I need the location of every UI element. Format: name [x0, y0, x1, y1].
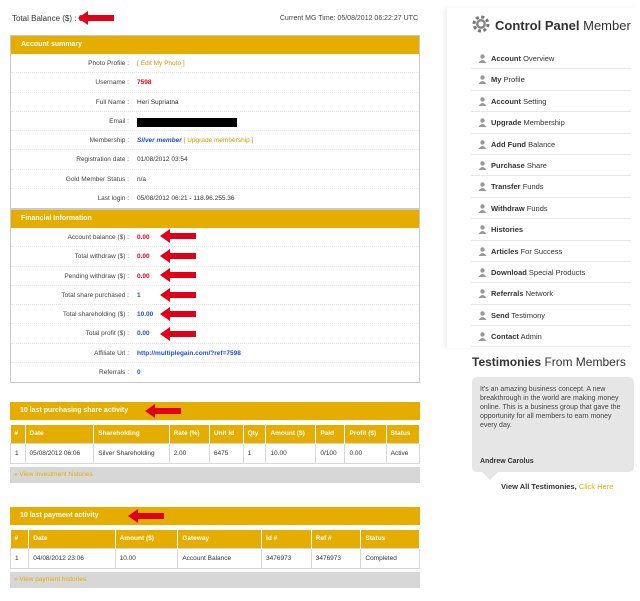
financial-panel — [10, 209, 420, 383]
view-all-testimonies: View All Testimonies, Click Here — [501, 482, 614, 491]
menu-download[interactable]: Download Special Products — [471, 262, 631, 283]
menu-account-setting[interactable]: Account Setting — [471, 91, 631, 112]
financial-title: Financial Information — [11, 210, 419, 228]
affiliate-url-link[interactable]: http://multiplegain.com/?ref=7598 — [137, 349, 241, 357]
row-affiliate-url: Affiliate Url : http://multiplegain.com/?ref=7598 — [11, 344, 419, 363]
control-panel — [447, 8, 637, 348]
red-arrow-icon — [78, 11, 114, 25]
person-icon — [478, 97, 487, 106]
payment-title: 10 last payment activity — [10, 507, 420, 525]
bubble-tail — [482, 472, 498, 480]
control-panel-menu — [471, 48, 631, 347]
red-arrow-icon — [160, 288, 196, 302]
account-summary-panel — [10, 35, 420, 209]
red-arrow-icon — [160, 307, 196, 321]
person-icon — [478, 161, 487, 170]
testimony-author: Andrew Carolus — [480, 458, 534, 465]
row-photo-profile: Photo Profile : [ Edit My Photo ] — [11, 54, 419, 73]
menu-purchase-share[interactable]: Purchase Share — [471, 155, 631, 176]
person-icon — [478, 54, 487, 63]
row-last-login: Last login : 05/08/2012 06:21 - 118.96.255.36 — [97, 195, 235, 203]
full-name-value: Heri Supriatna — [137, 98, 179, 106]
top-bar — [10, 10, 420, 28]
menu-transfer-funds[interactable]: Transfer Funds — [471, 176, 631, 197]
red-arrow-icon — [160, 268, 196, 282]
row-gold-status: Gold Member Status : n/a — [11, 170, 419, 189]
gear-icon — [471, 14, 491, 34]
row-referrals: Referrals : 0 — [99, 369, 141, 377]
person-icon — [478, 118, 487, 127]
row-membership: Membership : Silver member [ Upgrade membership ] — [11, 131, 419, 150]
row-full-name: Full Name : Heri Supriatna — [11, 93, 419, 112]
row-email: Email : — [11, 112, 419, 131]
menu-histories[interactable]: Histories — [471, 219, 631, 240]
menu-add-fund[interactable]: Add Fund Balance — [471, 134, 631, 155]
purchasing-title: 10 last purchasing share activity — [10, 402, 420, 420]
person-icon — [478, 268, 487, 277]
view-investment-histories-link[interactable]: » View investment histories — [10, 467, 420, 483]
menu-send-testimony[interactable]: Send Testimony — [471, 305, 631, 326]
menu-withdraw-funds[interactable]: Withdraw Funds — [471, 198, 631, 219]
row-account-balance: Account balance ($) : 0.00 — [11, 228, 419, 247]
red-arrow-icon — [160, 249, 196, 263]
person-icon — [478, 311, 487, 320]
person-icon — [478, 204, 487, 213]
red-arrow-icon — [145, 404, 181, 418]
menu-my-profile[interactable]: My Profile — [471, 69, 631, 90]
control-panel-title: Control Panel Member — [495, 18, 631, 33]
email-redacted — [137, 118, 237, 127]
account-summary-title: Account summary — [11, 36, 419, 54]
red-arrow-icon — [160, 229, 196, 243]
referrals-link[interactable]: 0 — [137, 369, 141, 377]
row-pending-withdraw: Pending withdraw ($) : 0.00 — [11, 267, 419, 286]
upgrade-membership-link[interactable]: [ Upgrade membership ] — [183, 137, 254, 145]
row-total-withdraw: Total withdraw ($) : 0.00 — [11, 247, 419, 266]
row-username: Username : 7598 — [11, 73, 419, 92]
row-total-profit: Total profit ($) : 0.00 — [11, 324, 419, 343]
username-value: 7598 — [137, 79, 152, 87]
table-row: 1 05/08/2012 06:06 Silver Shareholding 2.00 6475 1 10.00 0/100 0.00 Active — [11, 443, 420, 463]
person-icon — [478, 75, 487, 84]
menu-contact-admin[interactable]: Contact Admin — [471, 326, 631, 347]
membership-value: Silver member — [137, 137, 182, 145]
table-row: 1 04/08/2012 23:06 10.00 Account Balance 3476973 3476973 Completed — [11, 548, 420, 568]
sidebar — [447, 0, 637, 601]
testimonies-title: Testimonies From Members — [472, 355, 626, 369]
row-registration-date: Registration date : 01/08/2012 03:54 — [11, 150, 419, 169]
row-shareholding: Total shareholding ($) : 10.00 — [11, 305, 419, 324]
purchasing-panel — [10, 402, 420, 483]
person-icon — [478, 289, 487, 298]
purchasing-table: # Date Shareholding Rate (%) Unit Id Qty Amount ($) Paid Profit ($) Status 1 05/08/2012 06:06 Silver Shareholding 2.00 6475 1 10.00 0/100 0.00 Active — [10, 425, 420, 464]
edit-photo-link[interactable]: [ Edit My Photo ] — [137, 60, 185, 67]
menu-upgrade-membership[interactable]: Upgrade Membership — [471, 112, 631, 133]
payment-panel — [10, 507, 420, 588]
person-icon — [478, 140, 487, 149]
menu-account-overview[interactable]: Account Overview — [471, 48, 631, 69]
click-here-link[interactable]: Click Here — [578, 482, 614, 491]
row-share-purchased: Total share purchased : 1 — [11, 286, 419, 305]
person-icon — [478, 182, 487, 191]
current-time: Current MG Time: 05/08/2012 06:22:27 UTC — [279, 15, 418, 22]
red-arrow-icon — [128, 509, 164, 523]
red-arrow-icon — [160, 327, 196, 341]
menu-articles[interactable]: Articles For Success — [471, 241, 631, 262]
person-icon — [478, 225, 487, 234]
payment-table: # Date Amount ($) Gateway Id # Ref # Status 1 04/08/2012 23:06 10.00 Account Balance 3476973 3476973 Completed — [10, 530, 420, 569]
testimony-bubble — [472, 377, 634, 472]
person-icon — [478, 332, 487, 341]
total-balance: Total Balance ($) : — [12, 14, 94, 23]
view-payment-histories-link[interactable]: » View payment histories — [10, 572, 420, 588]
menu-referrals[interactable]: Referrals Network — [471, 283, 631, 304]
testimony-text: It's an amazing business concept. A new breakthrough in the world are making money online. This is a business group that gave the opportunity for all members to earn money every day. — [480, 386, 621, 429]
person-icon — [478, 247, 487, 256]
